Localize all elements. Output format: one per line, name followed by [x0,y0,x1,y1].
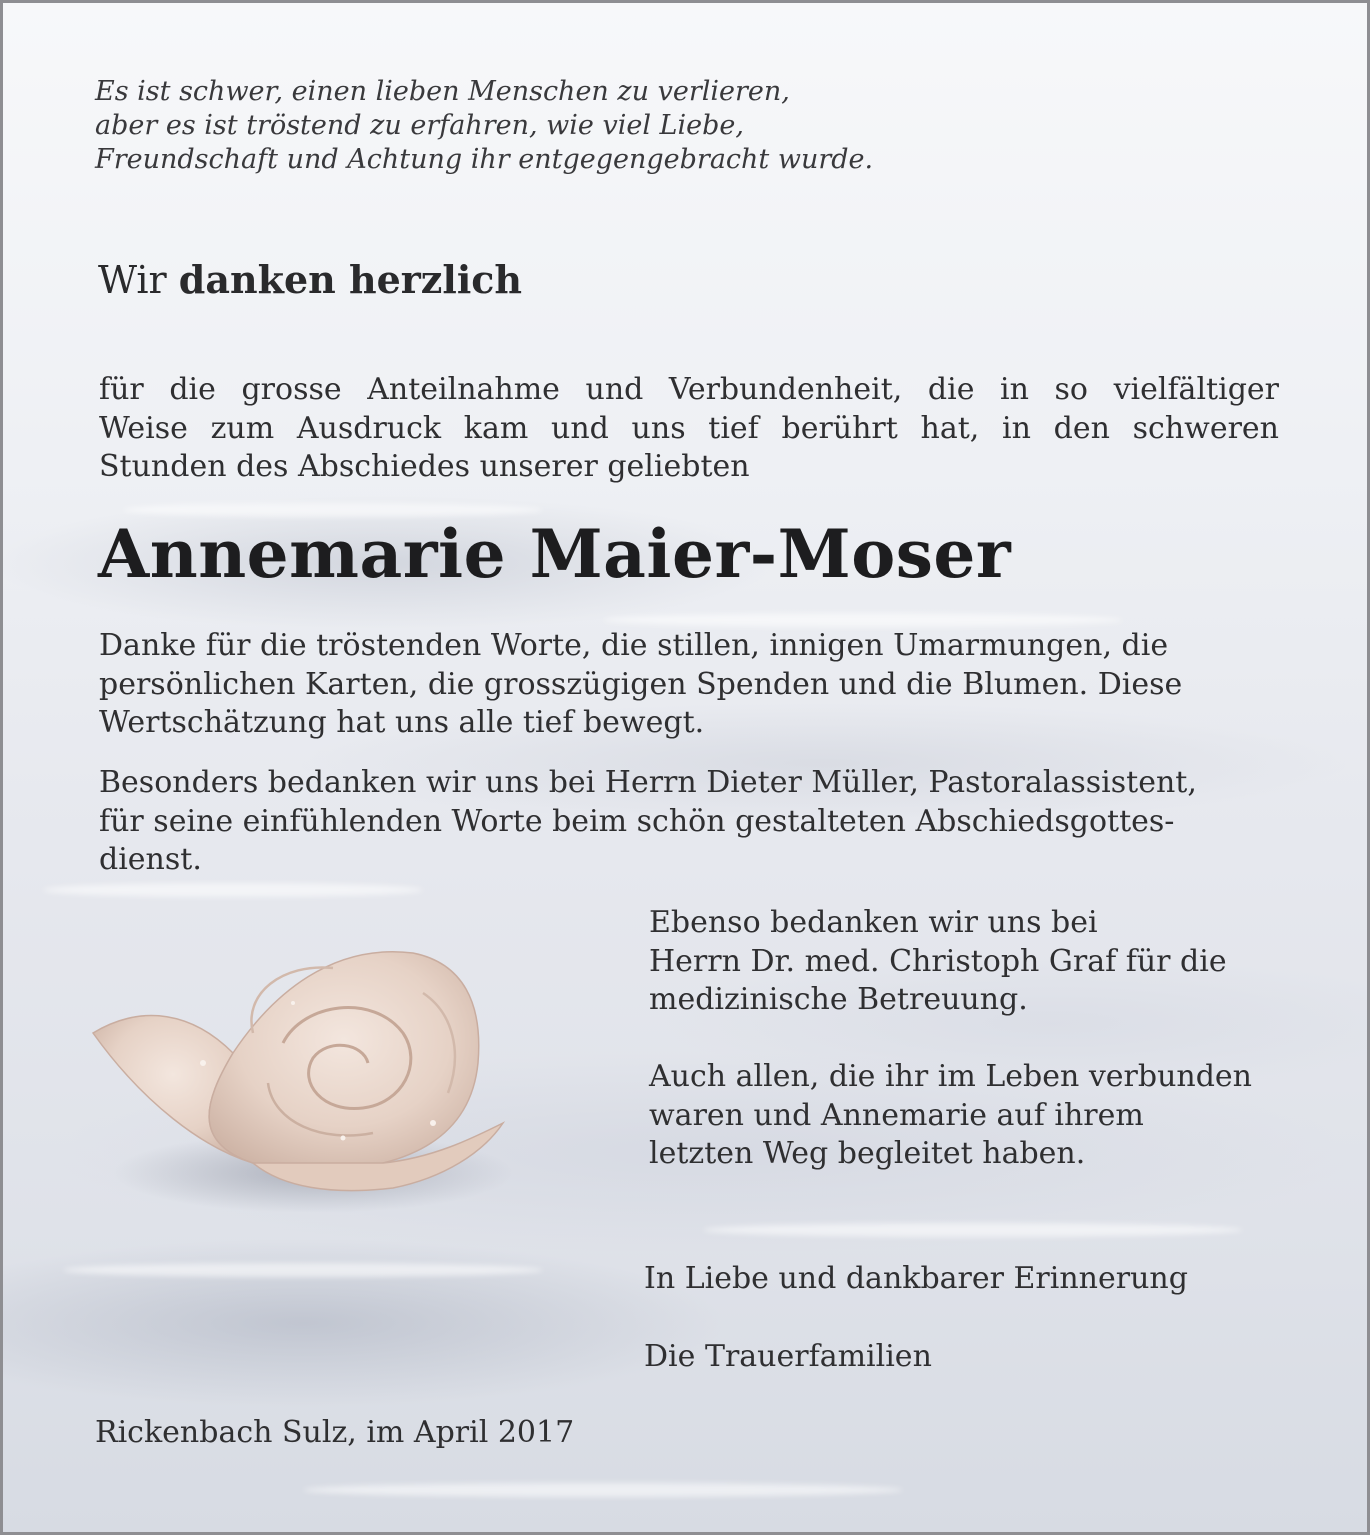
motto-line: aber es ist tröstend zu erfahren, wie viel Liebe, [95,110,744,141]
paragraph-line: letzten Weg begleitet haben. [649,1136,1086,1171]
motto-line: Es ist schwer, einen lieben Menschen zu verlieren, [95,76,790,107]
paragraph-line: waren und Annemarie auf ihrem [649,1097,1144,1133]
paragraph-line: dienst. [99,842,202,877]
thanks-paragraph-all [649,1058,1252,1174]
thanks-paragraph-pastor [99,764,1197,880]
water-streak [63,1263,543,1277]
signature: Die Trauerfamilien [644,1339,932,1374]
water-streak [703,1223,1243,1237]
water-streak [603,613,1123,627]
intro-line: Stunden des Abschiedes unserer geliebten [99,449,750,484]
water-streak [303,1483,903,1497]
thanks-paragraph-words [99,627,1182,743]
water-streak [43,883,423,897]
motto-quote [95,75,873,177]
paragraph-line: persönlichen Karten, die grosszügigen Spenden und die Blumen. Diese [99,666,1183,702]
intro-paragraph [99,371,1279,487]
closing-line: In Liebe und dankbarer Erinnerung [644,1261,1188,1296]
motto-line: Freundschaft und Achtung ihr entgegengebracht wurde. [95,144,874,175]
paragraph-line: Besonders bedanken wir uns bei Herrn Dieter Müller, Pastoralassistent, [99,765,1197,800]
paragraph-line: Auch allen, die ihr im Leben verbunden [649,1059,1252,1094]
rose-illustration-icon [83,933,513,1213]
paragraph-line: medizinische Betreuung. [649,982,1028,1017]
heading-prefix: Wir [98,258,179,302]
intro-line: für die grosse Anteilnahme und Verbundenheit, die in so vielfältiger [99,372,1279,407]
place-date: Rickenbach Sulz, im April 2017 [95,1415,575,1450]
paragraph-line: Herrn Dr. med. Christoph Graf für die [649,943,1227,979]
paragraph-line: Danke für die tröstenden Worte, die stillen, innigen Umarmungen, die [99,628,1169,663]
deceased-name: Annemarie Maier-Moser [98,515,1012,593]
paragraph-line: Wertschätzung hat uns alle tief bewegt. [99,705,705,740]
thanks-heading [98,257,522,303]
intro-line: Weise zum Ausdruck kam und uns tief berührt hat, in den schweren [99,410,1279,446]
paragraph-line: für seine einfühlenden Worte beim schön gestalteten Abschiedsgottes- [99,803,1175,839]
heading-bold: danken herzlich [178,257,523,302]
thanks-paragraph-doctor [649,904,1227,1020]
paragraph-line: Ebenso bedanken wir uns bei [649,905,1098,940]
